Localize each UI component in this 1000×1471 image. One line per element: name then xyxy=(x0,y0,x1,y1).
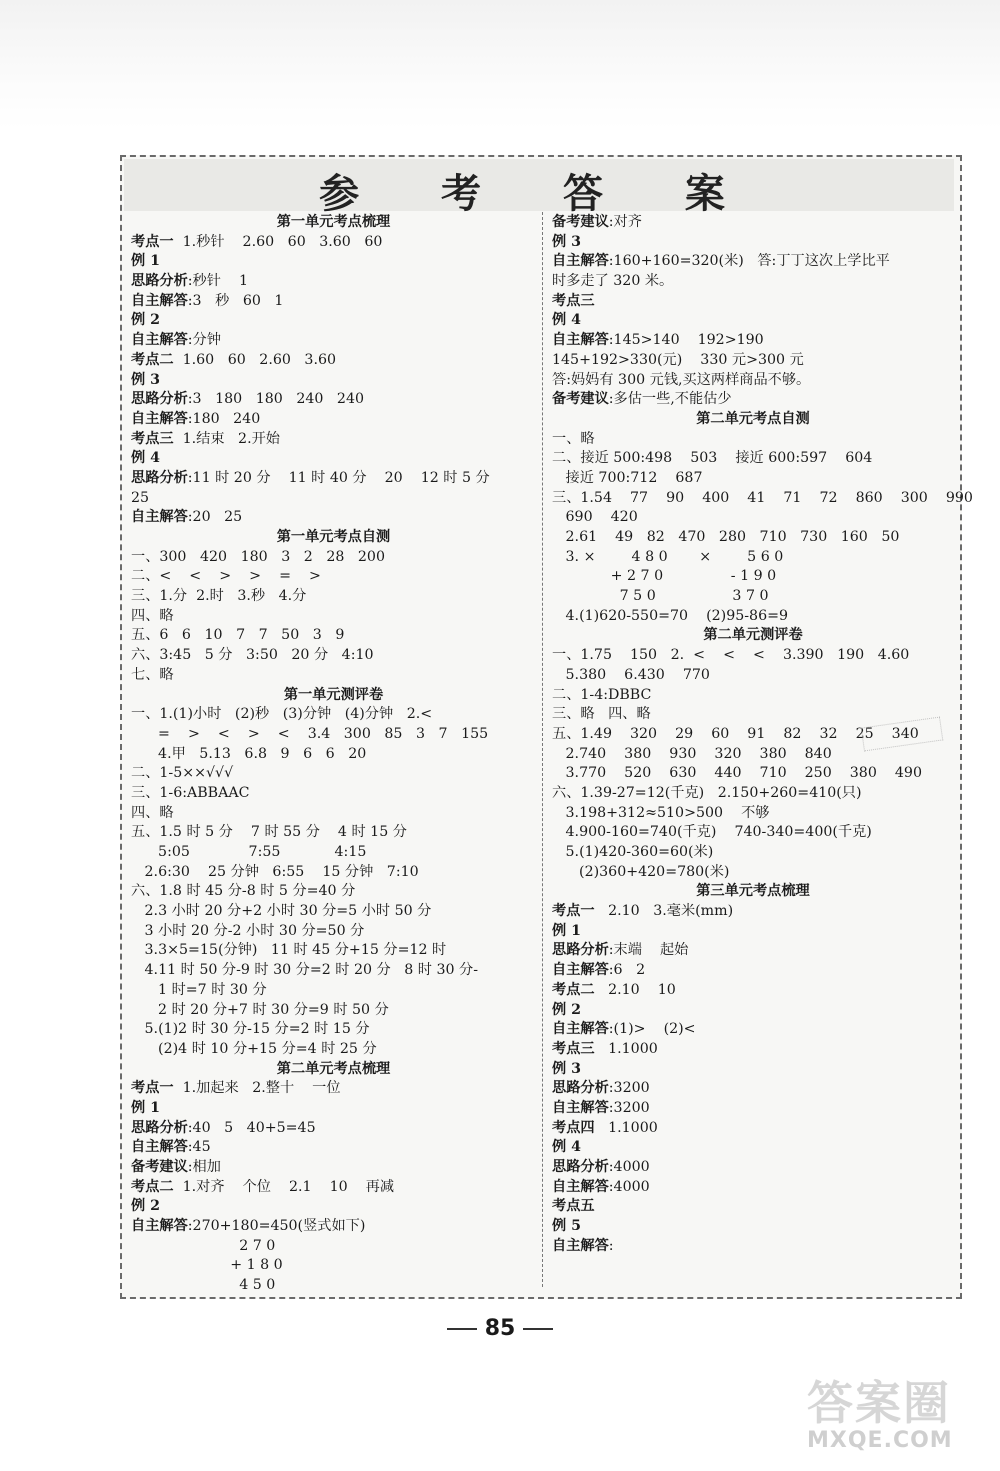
answer-label: 备考建议 xyxy=(131,1159,188,1175)
answer-line: 2.61 49 82 470 280 710 730 160 50 xyxy=(552,529,900,545)
answer-label: 自主解答 xyxy=(552,253,609,270)
section-heading: 第二单元测评卷 xyxy=(703,627,803,644)
answer-label: 考点一 xyxy=(552,903,595,920)
answer-label: 考点二 xyxy=(552,981,595,998)
answer-line: 三、1.分 2.时 3.秒 4.分 xyxy=(131,588,307,605)
answer-line: 五、1.5 时 5 分 7 时 55 分 4 时 15 分 xyxy=(131,824,407,841)
answer-label: 考点三 xyxy=(552,292,595,309)
answer-line xyxy=(131,410,536,430)
answer-line: 一、略 xyxy=(552,430,595,447)
answer-line: 5.(1)2 时 30 分-15 分=2 时 15 分 xyxy=(131,1021,370,1038)
answer-line: 4.900-160=740(千克) 740-340=400(千克) xyxy=(552,824,872,841)
answer-line: 三、1.54 77 90 400 41 71 72 860 300 990 xyxy=(552,489,973,506)
answer-label: 考点一 xyxy=(131,233,174,250)
answer-line xyxy=(552,1020,954,1040)
answer-label: 自主解答 xyxy=(131,292,188,309)
answer-line: 1 时=7 时 30 分 xyxy=(131,981,267,998)
answer-label: 备考建议 xyxy=(552,214,609,230)
answer-line: 690 420 xyxy=(552,509,638,526)
answer-line xyxy=(552,311,954,331)
answer-line: 5.380 6.430 770 xyxy=(552,666,710,683)
answer-text: 1.秒针 2.60 60 3.60 60 xyxy=(173,233,383,250)
answer-line: 六、3:45 5 分 3:50 20 分 4:10 xyxy=(131,647,374,664)
answer-line xyxy=(552,233,954,253)
answer-line xyxy=(552,902,954,922)
answer-line: 答:妈妈有 300 元钱,买这两样商品不够。 xyxy=(552,371,811,388)
answer-label: 例 5 xyxy=(552,1218,581,1235)
watermark-url: MXQE.COM xyxy=(807,1428,953,1453)
answer-line xyxy=(131,449,536,469)
answer-label: 考点三 xyxy=(131,430,174,447)
answer-label: 例 1 xyxy=(131,1099,160,1116)
answer-line xyxy=(552,1099,954,1119)
answer-label: 思路分析 xyxy=(552,1080,609,1097)
answer-line xyxy=(552,1001,954,1021)
answer-label: 例 4 xyxy=(131,450,160,467)
answer-label: 思路分析 xyxy=(131,469,188,486)
answer-label: 思路分析 xyxy=(552,942,609,959)
answer-line: 三、略 四、略 xyxy=(552,706,651,723)
answer-line xyxy=(552,1178,954,1198)
answer-label: 例 2 xyxy=(131,1198,160,1215)
answer-line xyxy=(552,941,954,961)
answer-label: 自主解答 xyxy=(131,509,188,526)
answer-line: 一、1.(1)小时 (2)秒 (3)分钟 (4)分钟 2.< xyxy=(131,706,433,723)
answer-label: 备考建议 xyxy=(552,391,609,408)
answer-line: 4.11 时 50 分-9 时 30 分=2 时 20 分 8 时 30 分- xyxy=(131,962,479,979)
answer-line xyxy=(131,1197,536,1217)
left-answer-column xyxy=(131,213,536,1296)
answer-text: :4000 xyxy=(608,1159,650,1175)
answer-text: 1.对齐 个位 2.1 10 再减 xyxy=(173,1178,395,1195)
answer-label: 自主解答 xyxy=(131,1218,188,1235)
answer-line: 四、略 xyxy=(131,804,174,821)
answer-line xyxy=(131,1138,536,1158)
section-heading: 第一单元考点梳理 xyxy=(276,214,391,230)
answer-label: 考点四 xyxy=(552,1119,595,1136)
answer-label: 自主解答 xyxy=(552,962,609,979)
answer-label: 考点一 xyxy=(131,1080,174,1097)
answer-label: 思路分析 xyxy=(131,273,188,290)
answer-line: 二、1-4:DBBC xyxy=(552,686,652,703)
answer-line xyxy=(552,213,954,233)
answer-line: 3. × 4 8 0 × 5 6 0 xyxy=(552,548,784,565)
answer-line: 25 xyxy=(131,489,150,506)
section-heading: 第二单元考点自测 xyxy=(696,410,810,427)
answer-line: 2 时 20 分+7 时 30 分=9 时 50 分 xyxy=(131,1001,389,1018)
page-title: 参 考 答 案 xyxy=(319,170,759,217)
dash-right xyxy=(523,1328,553,1330)
answer-label: 自主解答 xyxy=(131,332,188,349)
answer-text: :4000 xyxy=(608,1178,650,1195)
section-heading: 第二单元考点梳理 xyxy=(276,1060,391,1077)
answer-line xyxy=(552,1060,954,1080)
answer-label: 自主解答 xyxy=(552,332,609,349)
answer-line xyxy=(131,390,536,410)
answer-line: 一、300 420 180 3 2 28 200 xyxy=(131,548,385,565)
answer-line xyxy=(131,508,536,528)
answer-text: :180 240 xyxy=(187,410,261,427)
answer-line: 二、接近 500:498 503 接近 600:597 604 xyxy=(552,450,873,467)
answer-label: 自主解答 xyxy=(552,1099,609,1116)
answer-line xyxy=(552,1040,954,1060)
answer-line: 二、1-5××√√√ xyxy=(131,765,234,782)
answer-text: :11 时 20 分 11 时 40 分 20 12 时 5 分 xyxy=(187,469,490,486)
answer-label: 思路分析 xyxy=(131,391,188,408)
watermark-logo xyxy=(807,1378,982,1463)
answer-line: 2 7 0 xyxy=(131,1237,276,1254)
answer-line xyxy=(131,1079,536,1099)
answer-line xyxy=(552,1158,954,1178)
answer-text: :多估一些,不能估少 xyxy=(608,391,732,408)
answer-text: :分钟 xyxy=(187,332,221,349)
answer-line xyxy=(552,1119,954,1139)
answer-line xyxy=(131,1158,536,1178)
answer-line: 三、1-6:ABBAAC xyxy=(131,784,250,801)
answer-line xyxy=(131,311,536,331)
answer-label: 考点二 xyxy=(131,351,174,368)
answer-label: 例 3 xyxy=(131,371,160,388)
answer-label: 考点五 xyxy=(552,1198,595,1215)
answer-line: 七、略 xyxy=(131,666,174,683)
answer-line: 7 5 0 3 7 0 xyxy=(552,588,769,605)
answer-label: 自主解答 xyxy=(131,410,188,427)
answer-label: 思路分析 xyxy=(552,1159,609,1175)
answer-line: 4.甲 5.13 6.8 9 6 6 20 xyxy=(131,745,367,762)
page-number-text: 85 xyxy=(484,1316,516,1341)
answer-line xyxy=(131,272,536,292)
section-heading: 第一单元测评卷 xyxy=(283,686,384,703)
answer-line xyxy=(131,430,536,450)
answer-text: :45 xyxy=(187,1139,211,1156)
answer-text: :145>140 192>190 xyxy=(608,332,764,349)
answer-label: 例 2 xyxy=(131,312,160,329)
answer-label: 自主解答 xyxy=(552,1178,609,1195)
answer-line xyxy=(131,1119,536,1139)
answer-label: 思路分析 xyxy=(131,1119,188,1136)
answer-line: 3.770 520 630 440 710 250 380 490 xyxy=(552,765,922,782)
answer-text: :相加 xyxy=(187,1159,221,1175)
answer-text: 1.结束 2.开始 xyxy=(173,430,280,447)
answer-text: :160+160=320(米) 答:丁丁这次上学比平 xyxy=(608,253,890,270)
answer-line xyxy=(552,1079,954,1099)
answer-text: 2.10 3.毫米(mm) xyxy=(594,903,734,920)
answer-label: 考点二 xyxy=(131,1178,174,1195)
answer-line: = > < > < 3.4 300 85 3 7 155 xyxy=(131,725,489,742)
answer-line: 4 5 0 xyxy=(131,1277,276,1294)
answer-line: 3.198+312≈510>500 不够 xyxy=(552,804,770,821)
answer-line xyxy=(552,331,954,351)
answer-text: :20 25 xyxy=(187,509,243,526)
answer-line: + 2 7 0 - 1 9 0 xyxy=(552,568,777,585)
answer-line: 五、1.49 320 29 60 91 82 32 25 340 xyxy=(552,725,919,742)
answer-text: 1.加起来 2.整十 一位 xyxy=(173,1080,341,1097)
answer-line xyxy=(131,331,536,351)
answer-line xyxy=(552,292,954,312)
answer-line: 时多走了 320 米。 xyxy=(552,273,674,290)
answer-line: 一、1.75 150 2. < < < 3.390 190 4.60 xyxy=(552,647,910,664)
answer-text: :270+180=450(竖式如下) xyxy=(187,1218,366,1235)
answer-line: 5.(1)420-360=60(米) xyxy=(552,844,714,860)
answer-text: 1.60 60 2.60 3.60 xyxy=(173,351,337,368)
answer-line xyxy=(131,1178,536,1198)
answer-text: :40 5 40+5=45 xyxy=(187,1119,316,1136)
answer-line: (2)360+420=780(米) xyxy=(552,863,730,880)
answer-label: 例 4 xyxy=(552,312,581,329)
answer-line: 六、1.39-27=12(千克) 2.150+260=410(只) xyxy=(552,784,862,801)
answer-label: 例 2 xyxy=(552,1001,581,1018)
answer-line: 四、略 xyxy=(131,607,174,624)
dash-left xyxy=(447,1328,477,1330)
answer-line: + 1 8 0 xyxy=(131,1257,283,1274)
answer-line xyxy=(552,1237,954,1257)
answer-line xyxy=(552,1217,954,1237)
answer-line: 5:05 7:55 4:15 xyxy=(131,844,367,860)
answer-line: 2.740 380 930 320 380 840 xyxy=(552,745,832,762)
scan-top-shadow xyxy=(0,0,1000,130)
answer-line xyxy=(131,351,536,371)
answer-text: :对齐 xyxy=(608,214,642,230)
answer-line: 3 小时 20 分-2 小时 30 分=50 分 xyxy=(131,922,365,939)
answer-text: 1.1000 xyxy=(594,1119,658,1136)
answer-label: 例 1 xyxy=(131,253,160,270)
answer-line xyxy=(131,1217,536,1237)
answer-line: 五、6 6 10 7 7 50 3 9 xyxy=(131,627,345,644)
answer-line: 3.3×5=15(分钟) 11 时 45 分+15 分=12 时 xyxy=(131,942,447,959)
answer-line xyxy=(131,469,536,489)
answer-line: 4.(1)620-550=70 (2)95-86=9 xyxy=(552,607,789,624)
answer-line xyxy=(131,252,536,272)
section-heading: 第三单元考点梳理 xyxy=(696,883,810,900)
answer-label: 例 1 xyxy=(552,922,581,939)
answer-label: 例 3 xyxy=(552,233,581,250)
answer-line xyxy=(552,252,954,272)
answer-text: :(1)> (2)< xyxy=(608,1021,696,1038)
answer-text: :3200 xyxy=(608,1099,650,1116)
answer-line xyxy=(131,1099,536,1119)
answer-line xyxy=(552,390,954,410)
column-divider xyxy=(542,212,543,1287)
answer-line xyxy=(131,292,536,312)
answer-label: 考点三 xyxy=(552,1040,595,1057)
answer-line xyxy=(552,1138,954,1158)
answer-line: 2.3 小时 20 分+2 小时 30 分=5 小时 50 分 xyxy=(131,903,432,920)
answer-text: :3200 xyxy=(608,1080,650,1097)
answer-line: (2)4 时 10 分+15 分=4 时 25 分 xyxy=(131,1040,377,1057)
answer-label: 例 3 xyxy=(552,1060,581,1077)
answer-text: 1.1000 xyxy=(594,1040,658,1057)
answer-text: : xyxy=(608,1237,614,1254)
answer-line: 2.6:30 25 分钟 6:55 15 分钟 7:10 xyxy=(131,863,419,880)
answer-line xyxy=(131,371,536,391)
answer-label: 自主解答 xyxy=(552,1021,609,1038)
answer-line: 六、1.8 时 45 分-8 时 5 分=40 分 xyxy=(131,883,356,900)
answer-label: 自主解答 xyxy=(552,1237,609,1254)
answer-line xyxy=(131,233,536,253)
answer-line xyxy=(552,961,954,981)
answer-line xyxy=(552,1197,954,1217)
page-number xyxy=(0,1316,1000,1341)
answer-line xyxy=(552,981,954,1001)
watermark-text: 答案圈 xyxy=(807,1376,951,1430)
answer-line xyxy=(552,922,954,942)
answer-text: 2.10 10 xyxy=(594,981,676,998)
answer-text: :3 秒 60 1 xyxy=(187,292,284,309)
section-heading: 第一单元考点自测 xyxy=(276,529,391,545)
answer-label: 自主解答 xyxy=(131,1139,188,1156)
answer-text: :3 180 180 240 240 xyxy=(187,391,365,408)
answer-line: 接近 700:712 687 xyxy=(552,469,703,486)
answer-text: :秒针 1 xyxy=(187,273,248,290)
answer-label: 例 4 xyxy=(552,1139,581,1156)
answer-line: 二、< < > > = > xyxy=(131,568,321,585)
answer-line: 145+192>330(元) 330 元>300 元 xyxy=(552,351,804,368)
answer-text: :末端 起始 xyxy=(608,942,689,959)
answer-text: :6 2 xyxy=(608,962,646,979)
